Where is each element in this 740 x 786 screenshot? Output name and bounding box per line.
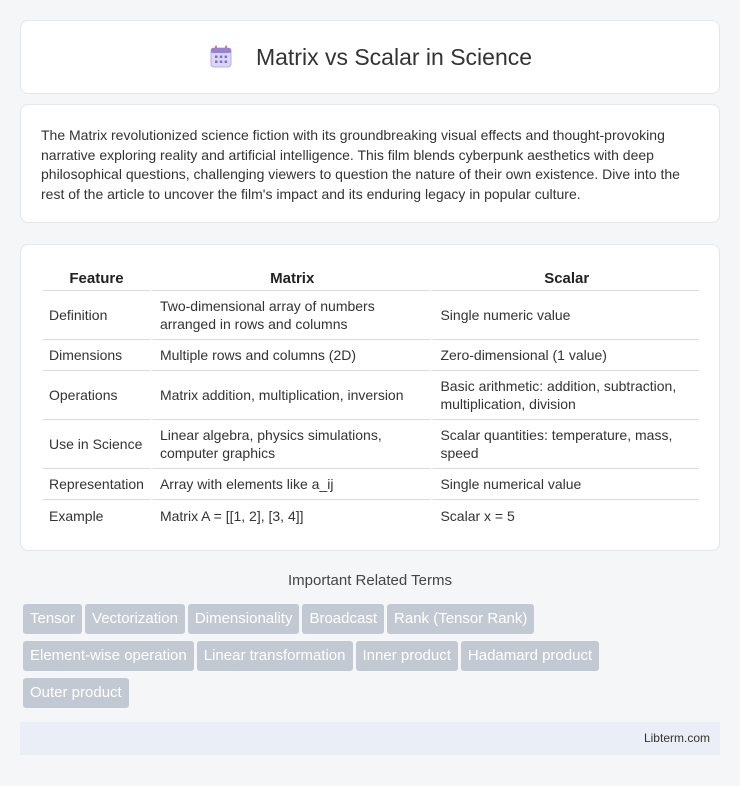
term-tag[interactable]: Hadamard product [461, 641, 599, 671]
table-header-scalar: Scalar [430, 265, 699, 291]
term-tag[interactable]: Inner product [356, 641, 458, 671]
comparison-table [43, 265, 699, 531]
table-cell: Multiple rows and columns (2D) [150, 340, 431, 371]
table-cell: Single numerical value [430, 469, 699, 500]
term-tag[interactable]: Rank (Tensor Rank) [387, 604, 534, 634]
table-header-matrix: Matrix [150, 265, 431, 291]
table-row [43, 500, 699, 531]
related-terms-list [23, 604, 723, 715]
term-tag[interactable]: Linear transformation [197, 641, 353, 671]
table-cell: Operations [43, 371, 150, 420]
term-tag[interactable]: Vectorization [85, 604, 185, 634]
intro-card [20, 104, 720, 223]
table-cell: Array with elements like a_ij [150, 469, 431, 500]
table-cell: Example [49, 507, 104, 524]
table-row [43, 420, 699, 469]
table-cell: Linear algebra, physics simulations, computer graphics [150, 420, 431, 469]
table-cell: Dimensions [43, 340, 150, 371]
term-tag[interactable]: Element-wise operation [23, 641, 194, 671]
table-cell: Matrix addition, multiplication, inversion [150, 371, 431, 420]
table-row [43, 371, 699, 420]
intro-text: The Matrix revolutionized science fiction with its groundbreaking visual effects and thought-provoking narrative exploring reality and artificial intelligence. This film blends cyberpunk aesthetics with deep philosophical questions, challenging viewers to question the nature of their own existence. Dive into the rest of the article to uncover the film's impact and its enduring legacy in popular culture. [41, 127, 680, 202]
table-header-feature: Feature [43, 265, 150, 291]
term-tag[interactable]: Broadcast [302, 604, 384, 634]
table-cell: Definition [43, 291, 150, 340]
table-row [43, 340, 699, 371]
table-row [43, 469, 699, 500]
page-title: Matrix vs Scalar in Science [255, 43, 533, 70]
footer-site-link[interactable]: Libterm.com [643, 731, 710, 745]
term-tag[interactable]: Tensor [23, 604, 82, 634]
term-tag[interactable]: Outer product [23, 678, 129, 708]
table-cell: Zero-dimensional (1 value) [430, 340, 699, 371]
table-cell: Matrix A = [[1, 2], [3, 4]] [150, 500, 431, 531]
table-cell: Scalar x = 5 [430, 500, 699, 531]
table-cell: Single numeric value [430, 291, 699, 340]
table-cell: Scalar quantities: temperature, mass, speed [430, 420, 699, 469]
table-cell: Representation [43, 469, 150, 500]
related-terms-title: Important Related Terms [288, 572, 452, 589]
table-cell: Use in Science [43, 420, 150, 469]
header-card [20, 20, 720, 94]
table-row [43, 291, 699, 340]
term-tag[interactable]: Dimensionality [188, 604, 300, 634]
footer [20, 722, 720, 755]
comparison-table-card [20, 244, 720, 551]
calendar-icon [208, 44, 234, 70]
table-cell: Two-dimensional array of numbers arranged in rows and columns [150, 291, 431, 340]
table-cell: Basic arithmetic: addition, subtraction, multiplication, division [430, 371, 699, 420]
